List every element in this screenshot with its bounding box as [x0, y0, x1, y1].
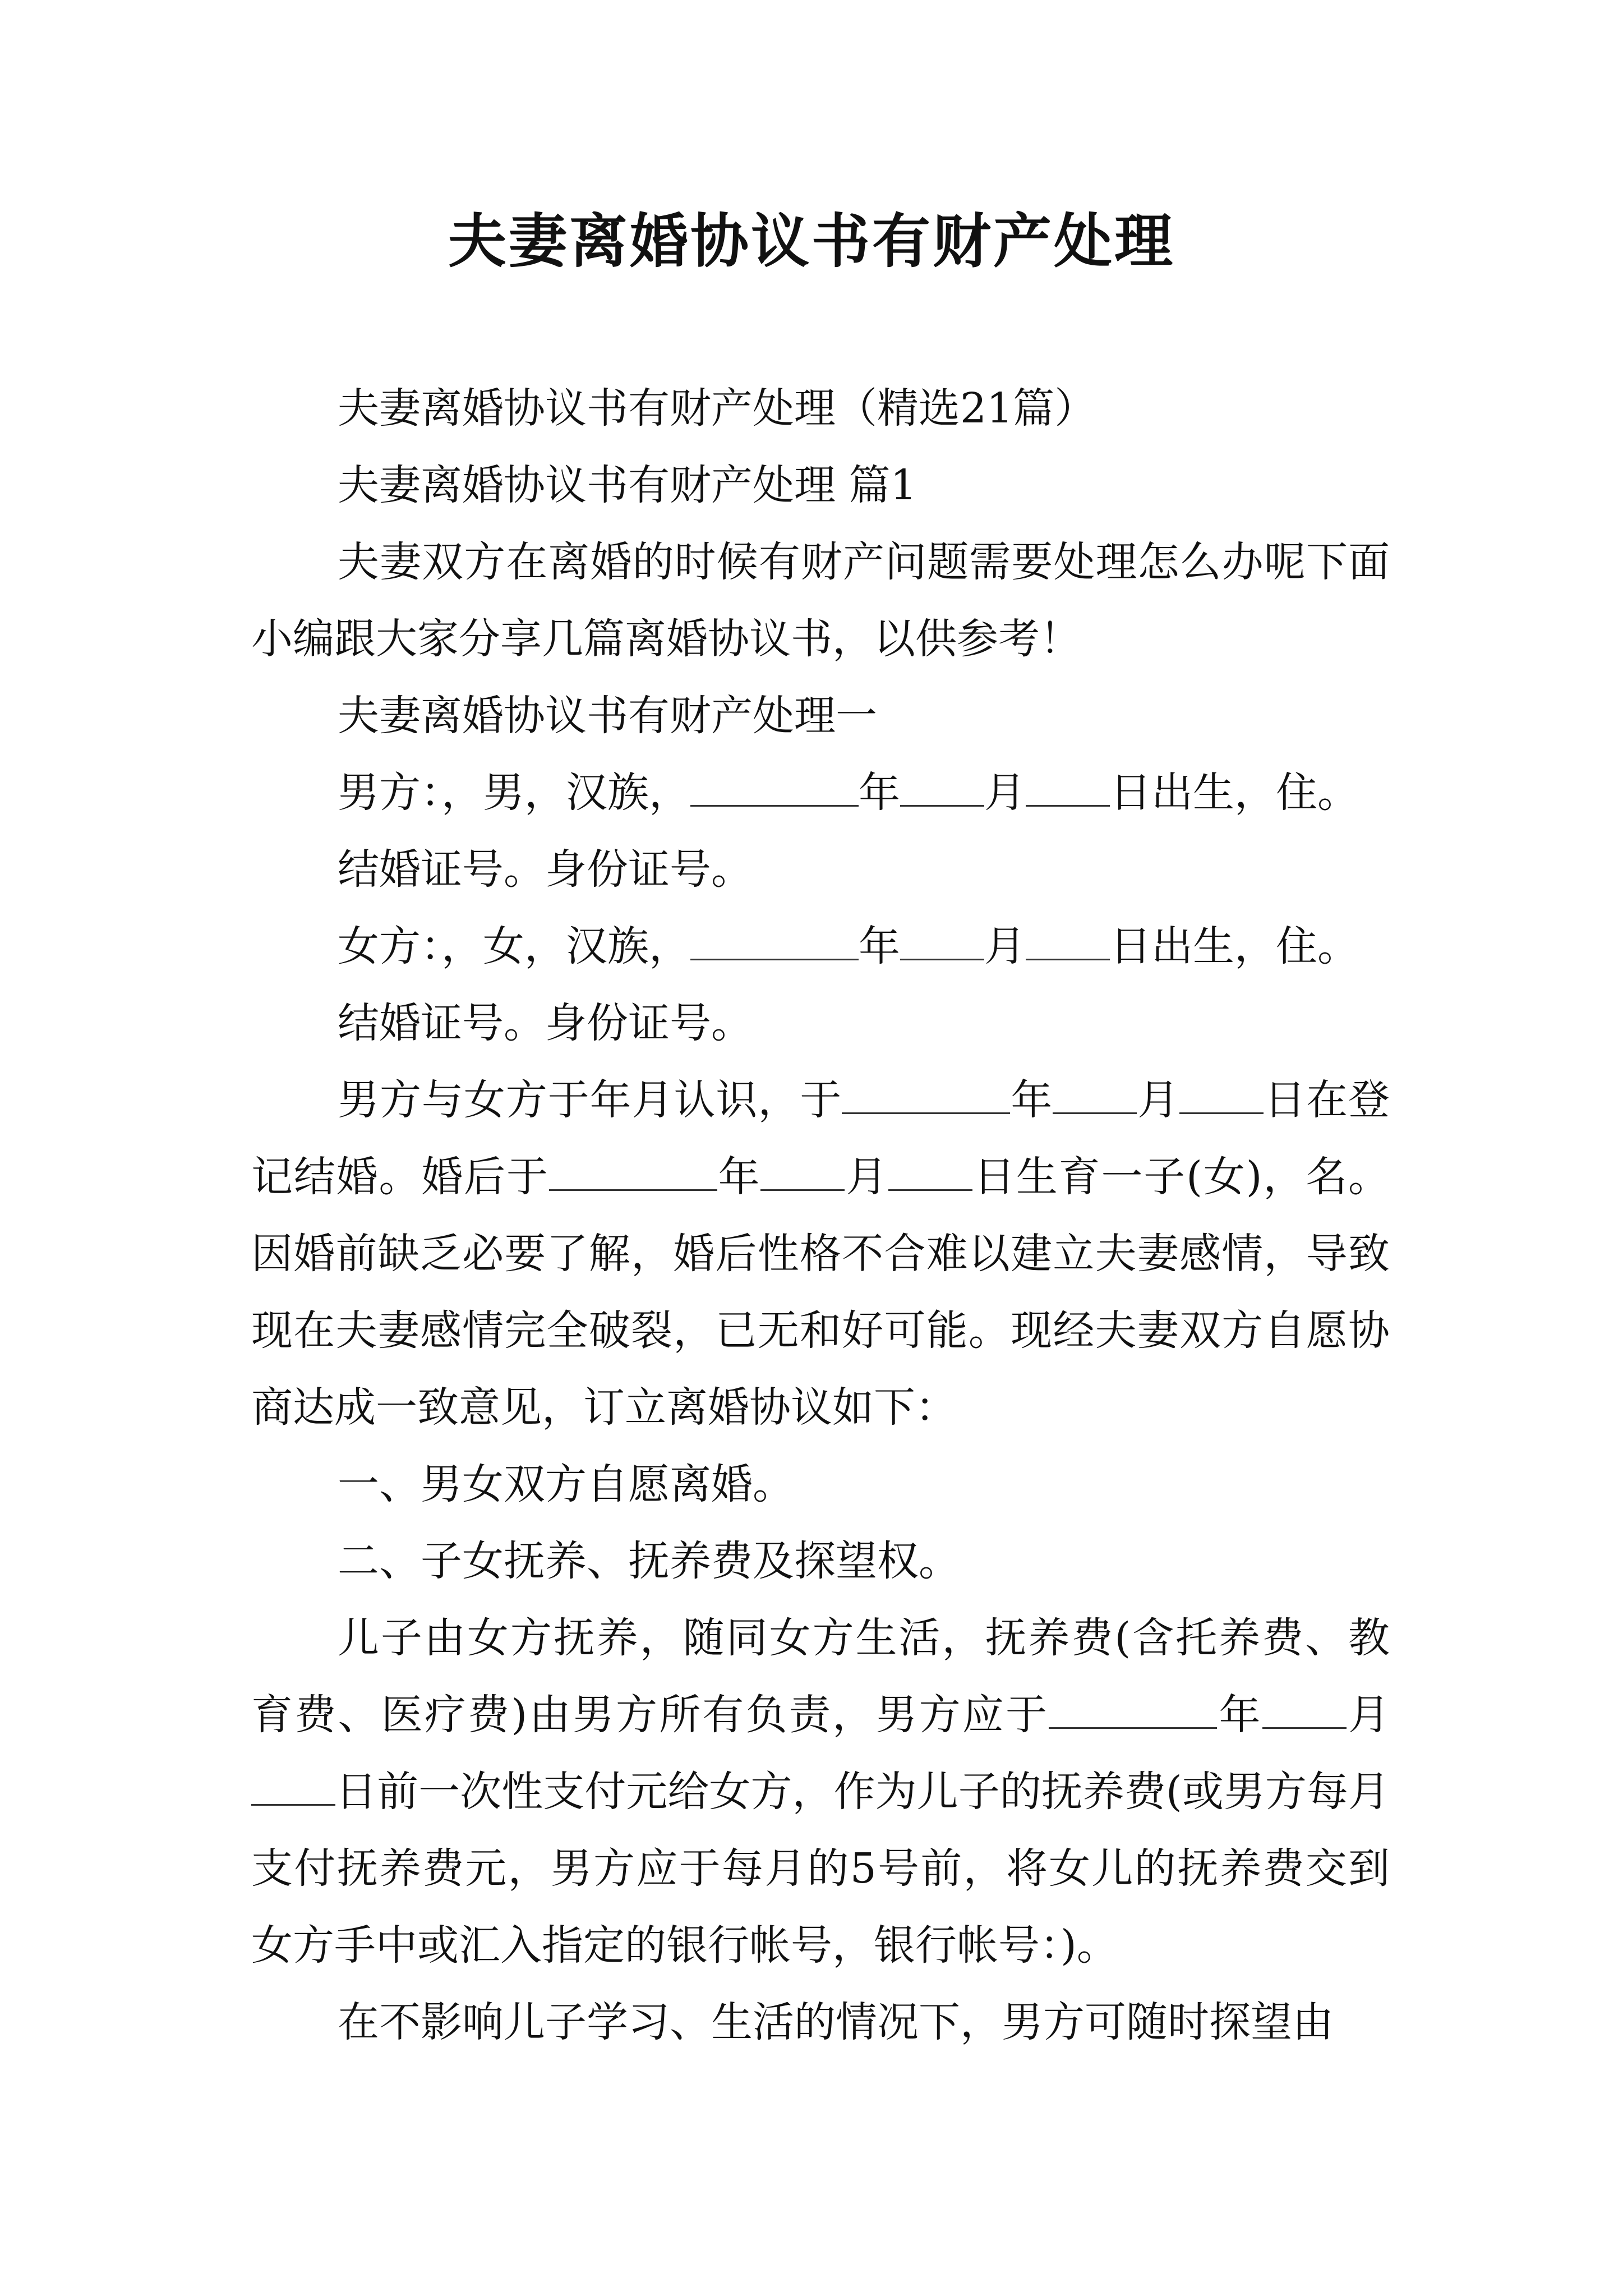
blank-line: [690, 917, 859, 960]
text: 在不影响儿子学习、生活的情况下，男方可随时探望由: [338, 1998, 1334, 2046]
blank-line: [251, 1763, 335, 1806]
document-body: [251, 370, 1390, 2061]
clause-2: [251, 1523, 1390, 1600]
agreement-heading: [251, 678, 1390, 754]
text: 夫妻双方在离婚的时候有财产问题需要处理怎么办呢下面小编跟大家分享几篇离婚协议书，以供参考！: [251, 538, 1390, 663]
blank-line: [690, 763, 859, 807]
text: 女方：，女，汉族，: [338, 922, 690, 970]
child-support-paragraph: [251, 1600, 1390, 1984]
text: 月: [984, 922, 1026, 970]
text: 日生育一子(女)，名。因婚前缺乏必要了解，婚后性格不合难以建立夫妻感情，导致现在夫妻感情完全破裂，已无和好可能。现经夫妻双方自愿协商达成一致意见，订立离婚协议如下：: [251, 1153, 1390, 1432]
blank-line: [1026, 763, 1110, 807]
text: 结婚证号。身份证号。: [338, 845, 753, 894]
text: 年: [1217, 1691, 1262, 1739]
marriage-history-paragraph: [251, 1062, 1390, 1446]
clause-1: [251, 1446, 1390, 1523]
visitation-paragraph: [251, 1984, 1390, 2061]
text: 夫妻离婚协议书有财产处理（精选21篇）: [338, 384, 1096, 432]
blank-line: [888, 1148, 972, 1191]
text: 男方：，男，汉族，: [338, 769, 690, 817]
text: 月: [984, 769, 1026, 817]
text: 年: [859, 922, 900, 970]
text: 夫妻离婚协议书有财产处理一: [338, 692, 877, 740]
blank-line: [1053, 1071, 1137, 1114]
blank-line: [842, 1071, 1010, 1114]
text: 日出生，住。: [1110, 769, 1359, 817]
intro-paragraph: [251, 524, 1390, 678]
text: 结婚证号。身份证号。: [338, 999, 753, 1047]
blank-line: [1262, 1686, 1347, 1729]
section-heading: [251, 447, 1390, 524]
text: 日出生，住。: [1110, 922, 1359, 970]
text: 年: [717, 1153, 761, 1201]
text: 月: [1346, 1691, 1390, 1739]
blank-line: [549, 1148, 717, 1191]
wife-info-paragraph: [251, 908, 1390, 985]
text: 年: [859, 769, 900, 817]
blank-line: [1179, 1071, 1264, 1114]
text: 月: [845, 1153, 889, 1201]
text: 儿子由女方抚养，随同女方生活，抚养费(含托养费、教育费、医疗费)由男方所有负责，男方应于: [251, 1614, 1390, 1739]
blank-line: [900, 917, 984, 960]
husband-id-paragraph: [251, 831, 1390, 908]
document-title: 夫妻离婚协议书有财产处理: [448, 206, 1175, 275]
text: 一、男女双方自愿离婚。: [338, 1460, 794, 1508]
text: 年: [1010, 1076, 1053, 1124]
text: 月: [1137, 1076, 1180, 1124]
text: 夫妻离婚协议书有财产处理 篇1: [338, 461, 917, 509]
text: 日前一次性支付元给女方，作为儿子的抚养费(或男方每月支付抚养费元，男方应于每月的5号前，将女儿的抚养费交到女方手中或汇入指定的银行帐号，银行帐号：)。: [251, 1768, 1390, 1970]
subtitle-paragraph: [251, 370, 1390, 447]
blank-line: [1026, 917, 1110, 960]
blank-line: [760, 1148, 845, 1191]
husband-info-paragraph: [251, 754, 1390, 831]
text: 男方与女方于年月认识，于: [338, 1076, 842, 1124]
wife-id-paragraph: [251, 985, 1390, 1062]
text: 日在登记结婚。婚后于: [251, 1076, 1390, 1201]
text: 二、子女抚养、抚养费及探望权。: [338, 1537, 960, 1585]
blank-line: [1049, 1686, 1217, 1729]
blank-line: [900, 763, 984, 807]
